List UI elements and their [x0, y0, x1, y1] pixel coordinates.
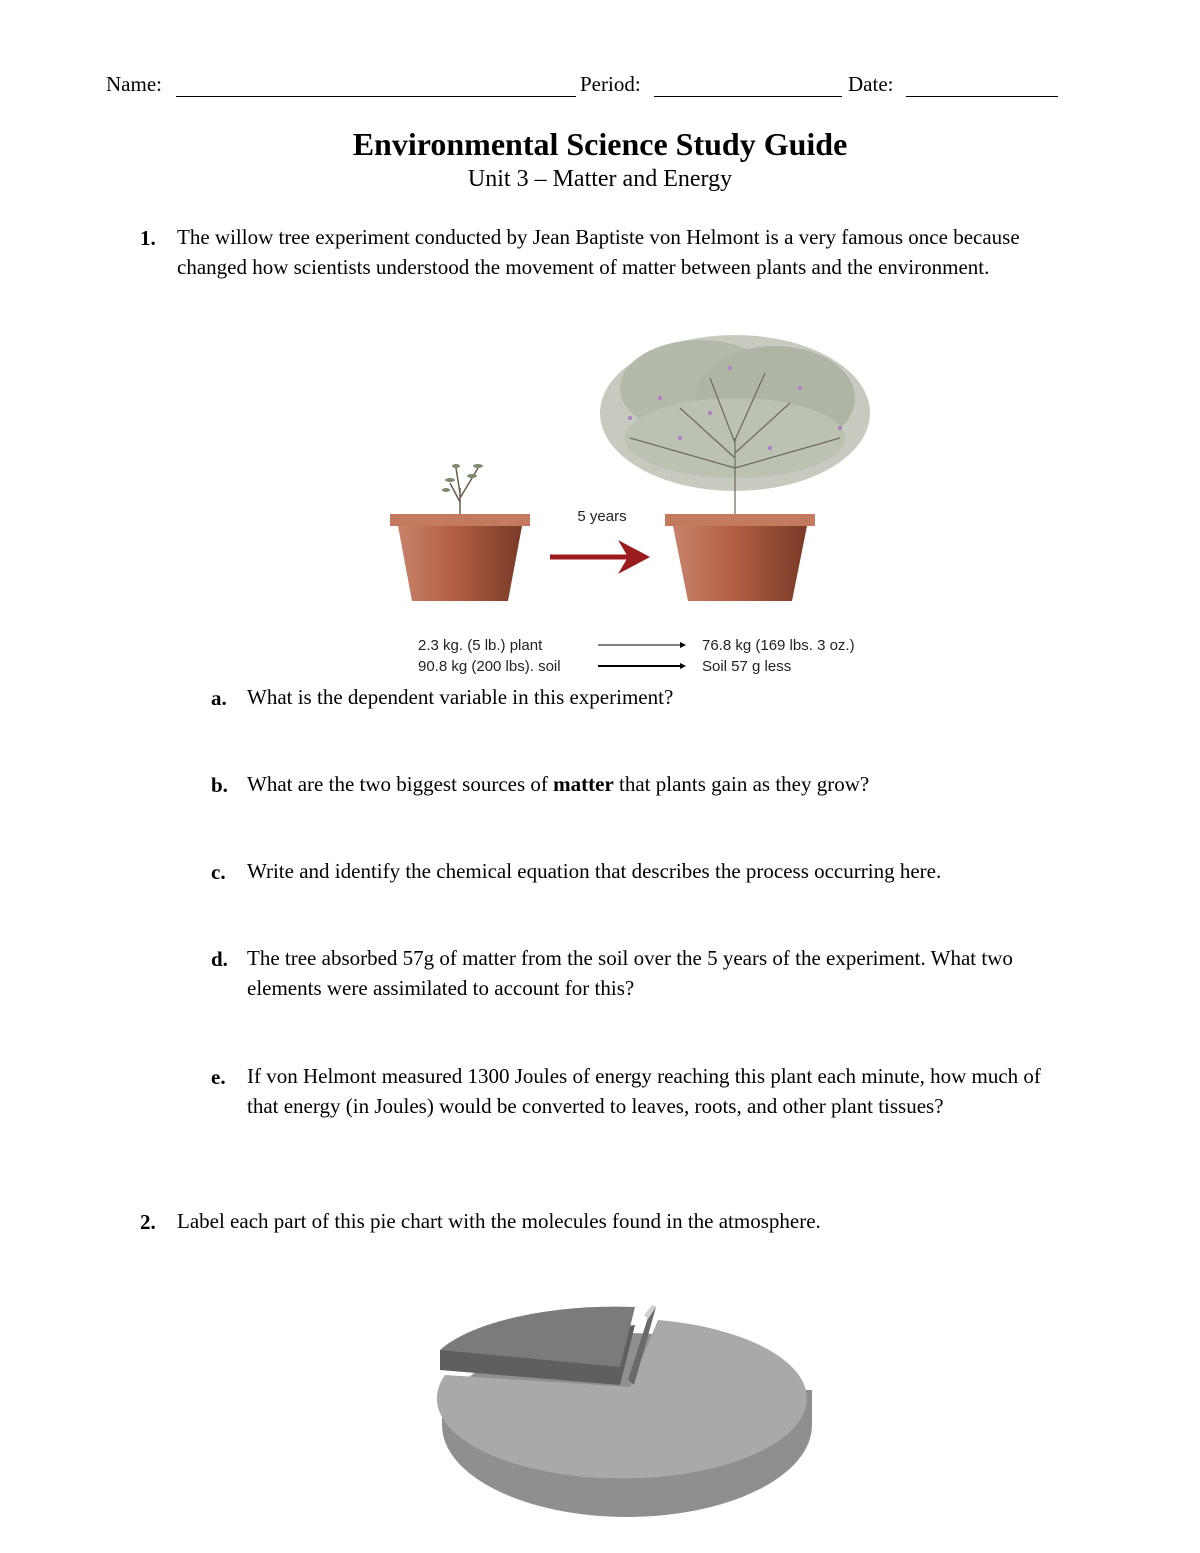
- date-blank[interactable]: [906, 96, 1058, 97]
- initial-plant-mass: 2.3 kg. (5 lb.) plant: [418, 637, 543, 654]
- part-d-letter: d.: [211, 947, 228, 971]
- willow-experiment-figure: [380, 318, 900, 688]
- part-b-emphasis: matter: [553, 772, 614, 796]
- arrow-label: 5 years: [577, 508, 627, 525]
- student-info-header: [106, 72, 1066, 102]
- part-b-text-start: What are the two biggest sources of: [247, 772, 554, 796]
- part-e-letter: e.: [211, 1065, 226, 1089]
- question-1-number: 1.: [140, 226, 156, 250]
- final-soil-mass: Soil 57 g less: [702, 658, 792, 675]
- initial-soil-mass: 90.8 kg (200 lbs). soil: [418, 658, 561, 675]
- part-a-letter: a.: [211, 686, 227, 710]
- part-c-text: Write and identify the chemical equation that describes the process occurring here.: [247, 859, 942, 883]
- period-label: Period:: [580, 72, 641, 96]
- atmosphere-pie-chart: [430, 1295, 830, 1520]
- part-b-text-end: that plants gain as they grow?: [613, 772, 870, 796]
- page-subtitle: Unit 3 – Matter and Energy: [467, 166, 733, 192]
- question-2-number: 2.: [140, 1210, 156, 1234]
- caption-arrow-icon: [598, 642, 686, 669]
- left-pot-icon: [390, 514, 530, 601]
- page-title: Environmental Science Study Guide: [352, 126, 848, 162]
- final-plant-mass: 76.8 kg (169 lbs. 3 oz.): [702, 637, 855, 654]
- date-label: Date:: [848, 72, 894, 96]
- question-2-text: Label each part of this pie chart with the molecules found in the atmosphere.: [177, 1209, 821, 1233]
- part-d-text: The tree absorbed 57g of matter from the soil over the 5 years of the experiment. What two elements were assimilated to account for this?: [247, 946, 1013, 1000]
- period-blank[interactable]: [654, 96, 842, 97]
- sapling-icon: [442, 464, 483, 516]
- willow-tree-icon: [600, 335, 870, 516]
- name-blank[interactable]: [176, 96, 576, 97]
- part-a-text: What is the dependent variable in this experiment?: [247, 685, 674, 709]
- part-b-letter: b.: [211, 773, 228, 797]
- name-label: Name:: [106, 72, 162, 96]
- right-pot-icon: [665, 514, 815, 601]
- part-e-text: If von Helmont measured 1300 Joules of energy reaching this plant each minute, how much of that energy (in Joules) would be converted to leaves, roots, and other plant tissues?: [247, 1064, 1041, 1118]
- growth-arrow-icon: [550, 540, 650, 574]
- part-b-text: [247, 770, 1067, 800]
- part-c-letter: c.: [211, 860, 226, 884]
- question-1-text: The willow tree experiment conducted by Jean Baptiste von Helmont is a very famous once because changed how scientists understood the movement of matter between plants and the environment.: [177, 225, 1020, 279]
